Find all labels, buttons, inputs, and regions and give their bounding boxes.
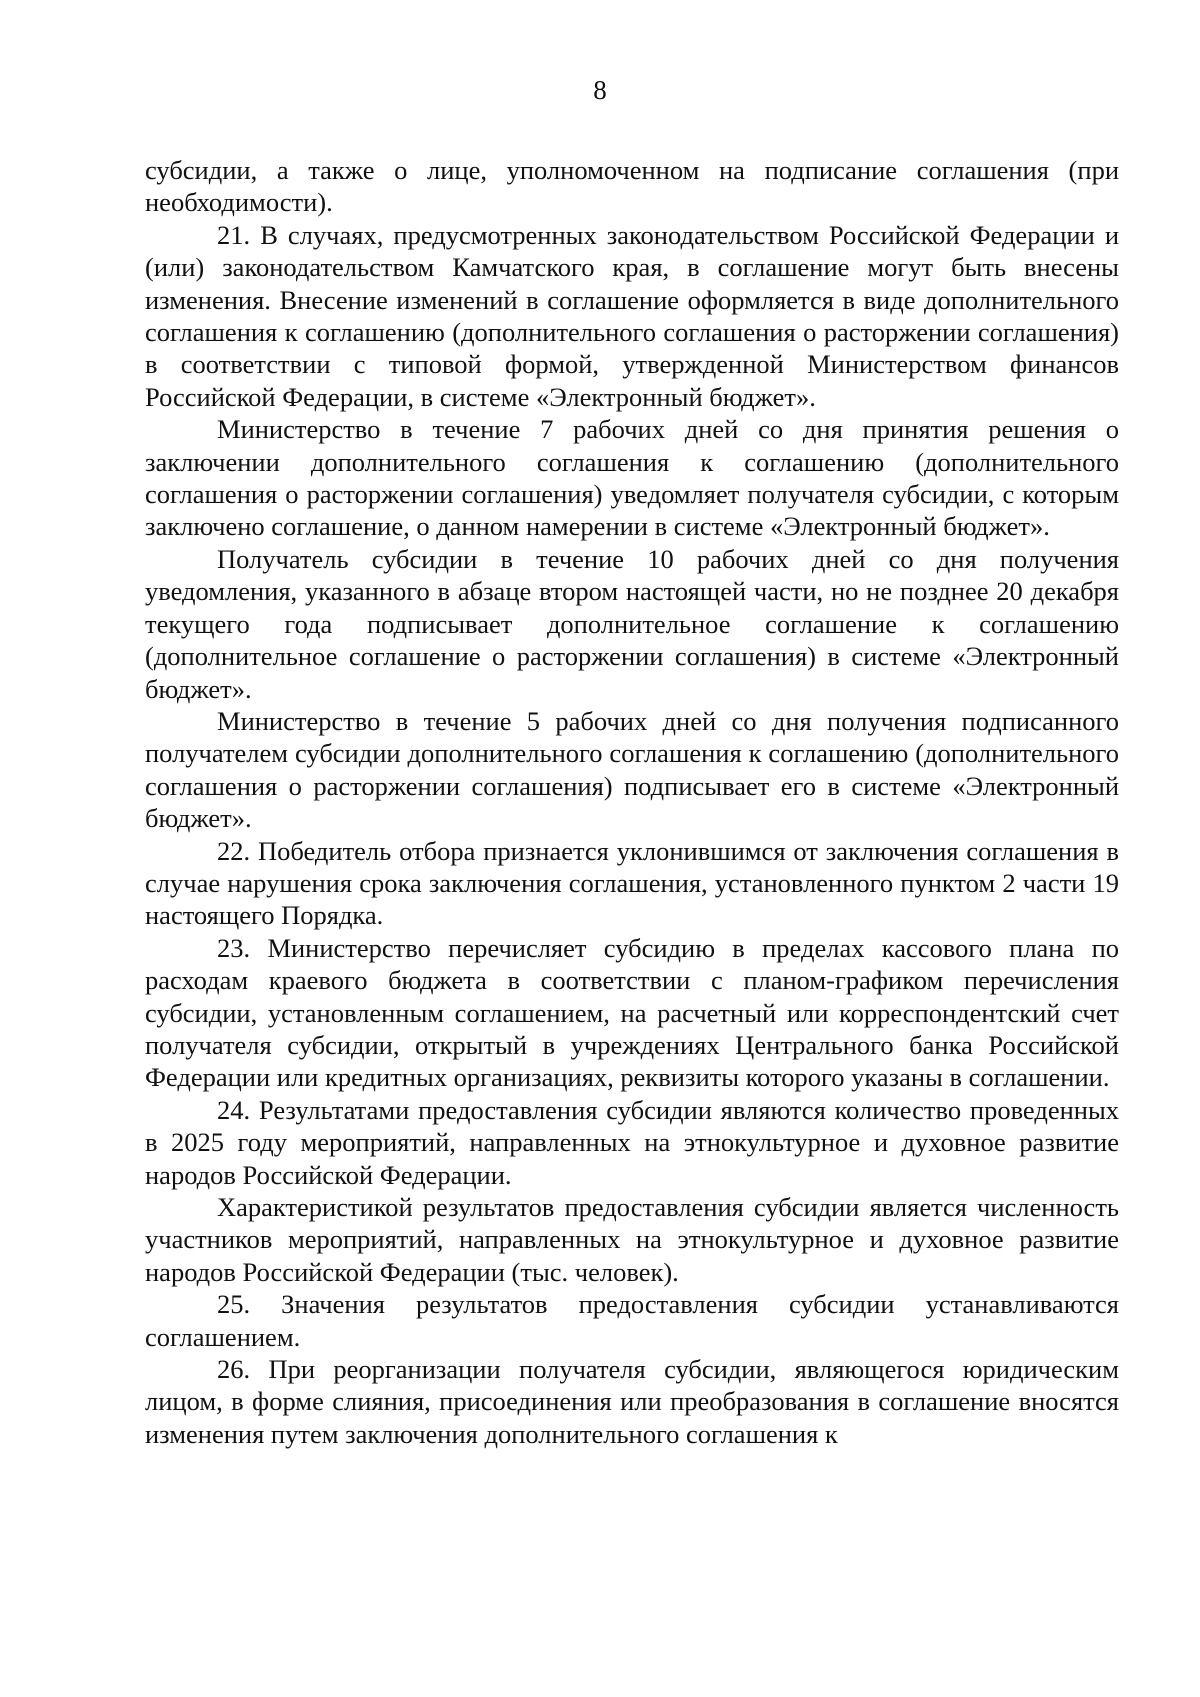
paragraph-ministry-notice: Министерство в течение 7 рабочих дней со дня принятия решения о заключении дополнительного соглашения к соглашению (дополнительного соглашения о расторжении соглашения) уведомляет получателя субсидии, с которым заключено соглашение, о данном намерении в системе «Электронный бюджет». — [145, 414, 1119, 542]
paragraph-recipient-signing: Получатель субсидии в течение 10 рабочих дней со дня получения уведомления, указанного в абзаце втором настоящей части, но не позднее 20 декабря текущего года подписывает дополнительное соглашение к соглашению (дополнительное соглашение о расторжении соглашения) в системе «Электронный бюджет». — [145, 543, 1119, 704]
paragraph-clause-23: 23. Министерство перечисляет субсидию в пределах кассового плана по расходам краевого бюджета в соответствии с планом-графиком перечисления субсидии, установленным соглашением, на расчетный или корреспондентский счет получателя субсидии, открытый в учреждениях Центрального банка Российской Федерации или кредитных организациях, реквизиты которого указаны в соглашении. — [145, 932, 1119, 1093]
paragraph-clause-21: 21. В случаях, предусмотренных законодательством Российской Федерации и (или) законодательством Камчатского края, в соглашение могут быть внесены изменения. Внесение изменений в соглашение оформляется в виде дополнительного соглашения к соглашению (дополнительного соглашения о расторжении соглашения) в соответствии с типовой формой, утвержденной Министерством финансов Российской Федерации, в системе «Электронный бюджет». — [145, 219, 1119, 412]
paragraph-clause-24: 24. Результатами предоставления субсидии являются количество проведенных в 2025 году мероприятий, направленных на этнокультурное и духовное развитие народов Российской Федерации. — [145, 1094, 1119, 1190]
paragraph-continuation: субсидии, а также о лице, уполномоченном на подписание соглашения (при необходимости). — [145, 155, 1119, 218]
paragraph-ministry-signing: Министерство в течение 5 рабочих дней со дня получения подписанного получателем субсидии дополнительного соглашения к соглашению (дополнительного соглашения о расторжении соглашения) подписывает его в системе «Электронный бюджет». — [145, 705, 1119, 834]
paragraph-result-characteristic: Характеристикой результатов предоставления субсидии является численность участников мероприятий, направленных на этнокультурное и духовное развитие народов Российской Федерации (тыс. человек). — [145, 1192, 1119, 1287]
page-number: 8 — [593, 75, 607, 105]
document-body — [145, 154, 1119, 1450]
paragraph-clause-25: 25. Значения результатов предоставления субсидии устанавливаются соглашением. — [145, 1289, 1119, 1352]
paragraph-clause-22: 22. Победитель отбора признается уклонившимся от заключения соглашения в случае нарушения срока заключения соглашения, установленного пунктом 2 части 19 настоящего Порядка. — [145, 835, 1119, 931]
paragraph-clause-26: 26. При реорганизации получателя субсидии, являющегося юридическим лицом, в форме слияния, присоединения или преобразования в соглашение вносятся изменения путем заключения дополнительного соглашения к — [145, 1354, 1119, 1449]
